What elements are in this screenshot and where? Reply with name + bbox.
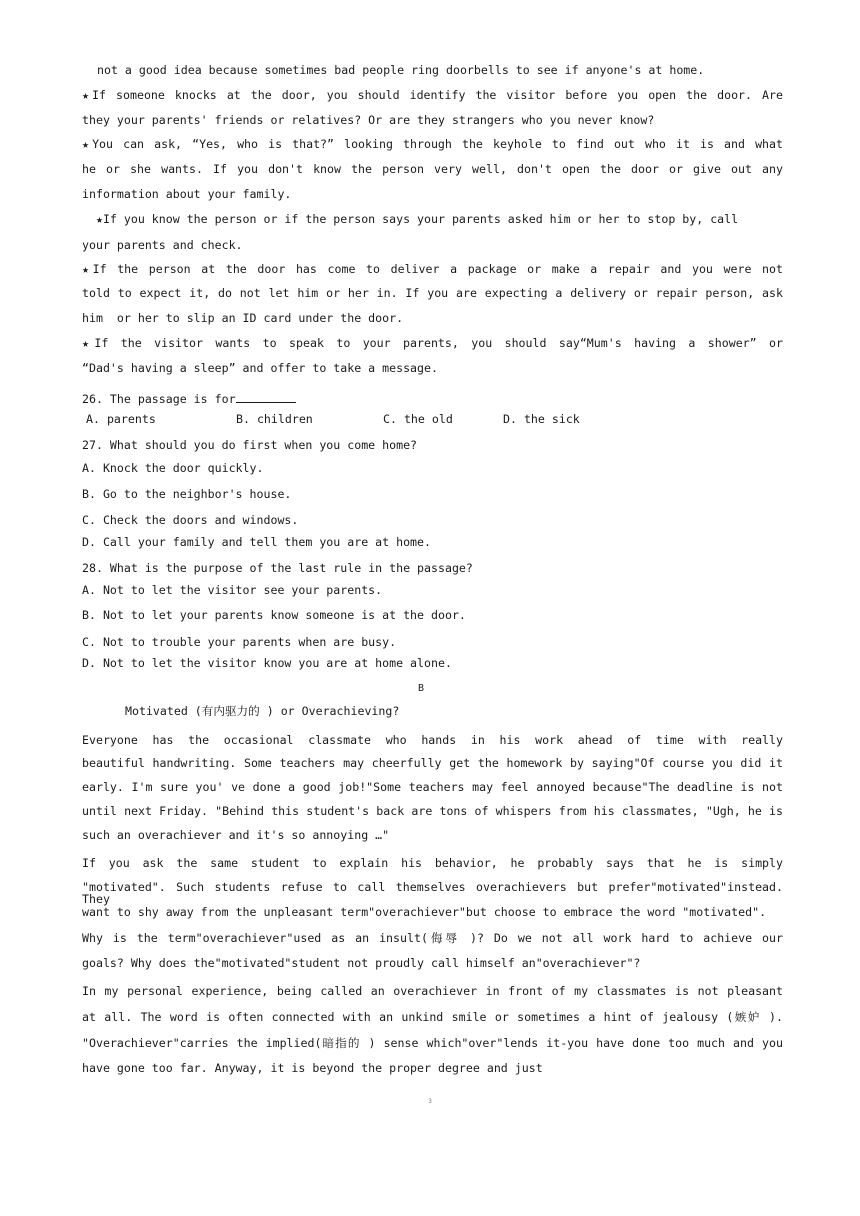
question-28-option: A. Not to let the visitor see your parents. — [82, 583, 383, 597]
passage-line: Everyone has the occasional classmate who hands in his work ahead of time with really — [82, 733, 783, 747]
passage-line: goals? Why does the"motivated"student not proudly call himself an"overachiever"? — [82, 956, 641, 970]
passage-line: beautiful handwriting. Some teachers may cheerfully get the homework by saying"Of course you did it — [82, 756, 783, 770]
section-title: Motivated (有内驱力的 ) or Overachieving? — [125, 704, 400, 718]
passage-line: ★If you know the person or if the person says your parents asked him or her to stop by, call — [82, 212, 739, 226]
question-28-stem: 28. What is the purpose of the last rule in the passage? — [82, 561, 473, 575]
passage-line: they your parents' friends or relatives? Or are they strangers who you never know? — [82, 113, 655, 127]
question-27-option: C. Check the doors and windows. — [82, 513, 299, 527]
page-number: 3 — [428, 1098, 432, 1105]
passage-line: "motivated". Such students refuse to call themselves overachievers but prefer"motivated"instead. They — [82, 880, 783, 906]
question-28-option: B. Not to let your parents know someone is at the door. — [82, 608, 466, 622]
question-28-option: D. Not to let the visitor know you are at home alone. — [82, 656, 452, 670]
passage-line: such an overachiever and it's so annoying …" — [82, 828, 390, 842]
question-27-option: B. Go to the neighbor's house. — [82, 487, 292, 501]
passage-line: ★You can ask, “Yes, who is that?” looking through the keyhole to find out who it is and what — [82, 137, 783, 151]
passage-line: at all. The word is often connected with an unkind smile or sometimes a hint of jealousy (嫉妒 ). — [82, 1010, 783, 1024]
question-28-option: C. Not to trouble your parents when are busy. — [82, 635, 397, 649]
question-26-stem: 26. The passage is for — [82, 392, 296, 406]
passage-line: In my personal experience, being called an overachiever in front of my classmates is not pleasant — [82, 984, 783, 998]
passage-line: want to shy away from the unpleasant term"overachiever"but choose to embrace the word "motivated". — [82, 905, 767, 919]
question-26-option: B. children — [236, 412, 313, 426]
passage-line: ★If the visitor wants to speak to your parents, you should say“Mum's having a shower” or — [82, 336, 783, 350]
question-27-option: D. Call your family and tell them you are at home. — [82, 535, 432, 549]
passage-line: early. I'm sure you' ve done a good job!"Some teachers may feel annoyed because"The deadline is not — [82, 780, 783, 794]
passage-line: ★If the person at the door has come to deliver a package or make a repair and you were not — [82, 262, 783, 276]
answer-blank — [236, 392, 296, 403]
passage-line: him or her to slip an ID card under the door. — [82, 311, 404, 325]
passage-line: told to expect it, do not let him or her in. If you are expecting a delivery or repair person, ask — [82, 286, 783, 300]
passage-line: he or she wants. If you don't know the person very well, don't open the door or give out any — [82, 162, 783, 176]
passage-line: until next Friday. "Behind this student's back are tons of whispers from his classmates, "Ugh, he is — [82, 804, 783, 818]
question-26-option: A. parents — [86, 412, 156, 426]
passage-line: Why is the term"overachiever"used as an insult(侮辱 )? Do we not all work hard to achieve our — [82, 931, 783, 945]
question-27-option: A. Knock the door quickly. — [82, 461, 264, 475]
passage-line: "Overachiever"carries the implied(暗指的 ) sense which"over"lends it-you have done too much and you — [82, 1036, 783, 1050]
passage-line: not a good idea because sometimes bad people ring doorbells to see if anyone's at home. — [90, 63, 705, 77]
question-27-stem: 27. What should you do first when you come home? — [82, 438, 418, 452]
passage-line: ★If someone knocks at the door, you should identify the visitor before you open the door. Are — [82, 88, 783, 102]
question-26-option: D. the sick — [503, 412, 580, 426]
passage-line: information about your family. — [82, 187, 292, 201]
passage-line: have gone too far. Anyway, it is beyond the proper degree and just — [82, 1061, 543, 1075]
section-letter: B — [418, 683, 425, 694]
passage-line: “Dad's having a sleep” and offer to take a message. — [82, 361, 438, 375]
question-26-option: C. the old — [383, 412, 453, 426]
passage-line: If you ask the same student to explain his behavior, he probably says that he is simply — [82, 856, 783, 870]
passage-line: your parents and check. — [82, 238, 243, 252]
